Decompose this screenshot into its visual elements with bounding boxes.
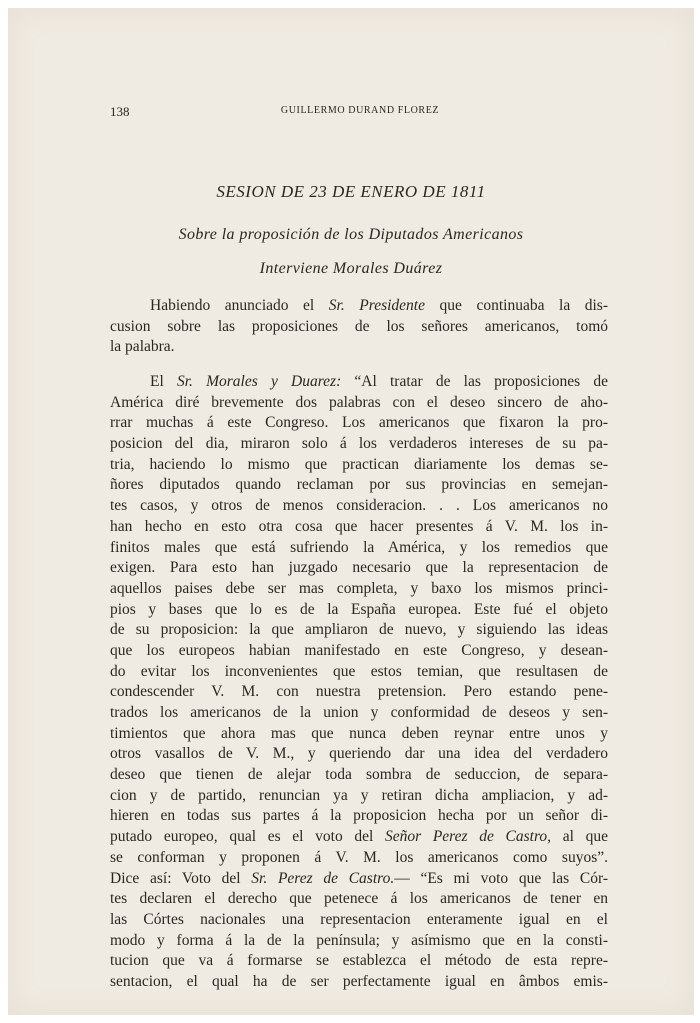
text-line xyxy=(110,475,608,496)
text-line xyxy=(110,744,608,765)
text-line xyxy=(110,393,608,414)
text-line xyxy=(110,496,608,517)
text-line xyxy=(110,641,608,662)
text-line xyxy=(110,806,608,827)
text-run: tria, haciendo lo mismo que practican diariamente los demas se- xyxy=(110,455,608,473)
text-run: cion y de partido, renuncian ya y retiran dicha ampliacion, y ad- xyxy=(110,786,608,804)
text-run: El xyxy=(150,373,177,390)
text-run: modo y forma á la de la península; y asímismo que en la consti- xyxy=(110,931,608,949)
section-subtitle: Sobre la proposición de los Diputados Americanos xyxy=(178,226,524,243)
paragraph-1 xyxy=(110,296,608,358)
text-line xyxy=(110,337,608,358)
text-run: al que xyxy=(551,828,608,846)
paragraph-2 xyxy=(110,372,608,993)
italic-text: Sr. Perez de Castro. xyxy=(251,869,395,887)
text-line xyxy=(110,848,608,869)
text-run: — “Es mi voto que las Cór- xyxy=(394,869,609,887)
text-line xyxy=(110,296,608,317)
text-line xyxy=(110,620,608,641)
text-run: exigen. Para esto han juzgado necesario que la representacion de xyxy=(110,559,608,577)
text-run: otros vasallos de V. M., y queriendo dar una idea del verdadero xyxy=(110,745,608,763)
text-run: las Córtes nacionales una representacion enteramente igual en el xyxy=(110,910,608,928)
text-line xyxy=(110,579,608,600)
italic-text: Sr. Presidente xyxy=(328,297,425,314)
text-run: Habiendo anunciado el xyxy=(150,297,329,314)
book-page xyxy=(8,8,694,1015)
text-run: do evitar los inconvenientes que estos temian, que resultasen de xyxy=(110,662,608,680)
speaker-heading: Interviene Morales Duárez xyxy=(259,260,443,277)
text-line xyxy=(110,455,608,476)
text-run: posicion del dia, miraron solo á los verdaderos intereses de su pa- xyxy=(110,435,608,453)
text-run: tucion que va á formarse se establezca el método de esta repre- xyxy=(110,952,608,970)
text-run: trados los americanos de la union y conformidad de deseos y sen- xyxy=(110,704,608,721)
text-line xyxy=(110,317,608,338)
text-run: la palabra. xyxy=(110,338,175,356)
text-line xyxy=(110,372,608,393)
italic-text: Señor Perez de Castro, xyxy=(385,828,552,846)
text-run: hieren en todas sus partes á la proposicion hecha por un señor di- xyxy=(110,807,608,825)
text-run: putado europeo, qual es el voto del xyxy=(110,828,385,846)
text-line xyxy=(110,827,608,848)
text-run: timientos que ahora mas que nunca deben reynar entre unos y xyxy=(110,724,608,742)
text-run: ñores diputados quando reclaman por sus provincias en semejan- xyxy=(110,476,608,494)
italic-text: Sr. Morales y Duarez: xyxy=(176,373,342,390)
text-line xyxy=(110,517,608,538)
text-run: aquellos paises debe ser mas completa, y baxo los mismos princi- xyxy=(110,579,608,597)
text-run: de su proposicion: la que ampliaron de nuevo, y siguiendo las ideas xyxy=(110,621,608,639)
text-line xyxy=(110,889,608,910)
text-line xyxy=(110,600,608,621)
section-title: SESION DE 23 DE ENERO DE 1811 xyxy=(216,182,486,201)
text-line xyxy=(110,538,608,559)
text-run: tes declaren el derecho que petenece á los americanos de tener en xyxy=(110,890,608,908)
text-run: rrar muchas á este Congreso. Los americanos que fixaron la pro- xyxy=(110,414,608,432)
text-run: sentacion, el qual ha de ser perfectamente igual en âmbos emis- xyxy=(110,972,608,990)
text-run: tes casos, y otros de menos consideracion. . . Los americanos no xyxy=(110,497,608,515)
text-line xyxy=(110,558,608,579)
text-line xyxy=(110,869,608,890)
text-line xyxy=(110,931,608,952)
page-number: 138 xyxy=(110,104,130,119)
text-line xyxy=(110,786,608,807)
text-run: condescender V. M. con nuestra pretension. Pero estando pene- xyxy=(110,683,608,701)
text-run: que los europeos habian manifestado en este Congreso, y desean- xyxy=(110,641,608,659)
text-line xyxy=(110,682,608,703)
text-line xyxy=(110,724,608,745)
text-run: se conforman y proponen á V. M. los americanos como suyos”. xyxy=(110,848,608,866)
text-line xyxy=(110,434,608,455)
text-run: “Al tratar de las proposiciones de xyxy=(341,373,608,390)
text-line xyxy=(110,765,608,786)
text-run: cusion sobre las proposiciones de los señores americanos, tomó xyxy=(110,317,608,335)
text-run: han hecho en esto otra cosa que hacer presentes á V. M. los in- xyxy=(110,517,608,535)
text-line xyxy=(110,413,608,434)
page-header xyxy=(110,104,610,122)
text-run: finitos males que está sufriendo la América, y los remedios que xyxy=(110,538,608,556)
running-head: GUILLERMO DURAND FLOREZ xyxy=(280,105,440,116)
text-line xyxy=(110,910,608,931)
text-run: Dice así: Voto del xyxy=(110,869,252,887)
text-run: que continuaba la dis- xyxy=(424,297,608,314)
text-line xyxy=(110,951,608,972)
text-line xyxy=(110,662,608,683)
text-line xyxy=(110,703,608,724)
text-run: deseo que tienen de alejar toda sombra de seduccion, de separa- xyxy=(110,766,608,784)
text-run: pios y bases que lo es de la España europea. Este fué el objeto xyxy=(110,600,608,618)
text-run: América diré brevemente dos palabras con el deseo sincero de aho- xyxy=(110,393,608,411)
text-line xyxy=(110,972,608,993)
